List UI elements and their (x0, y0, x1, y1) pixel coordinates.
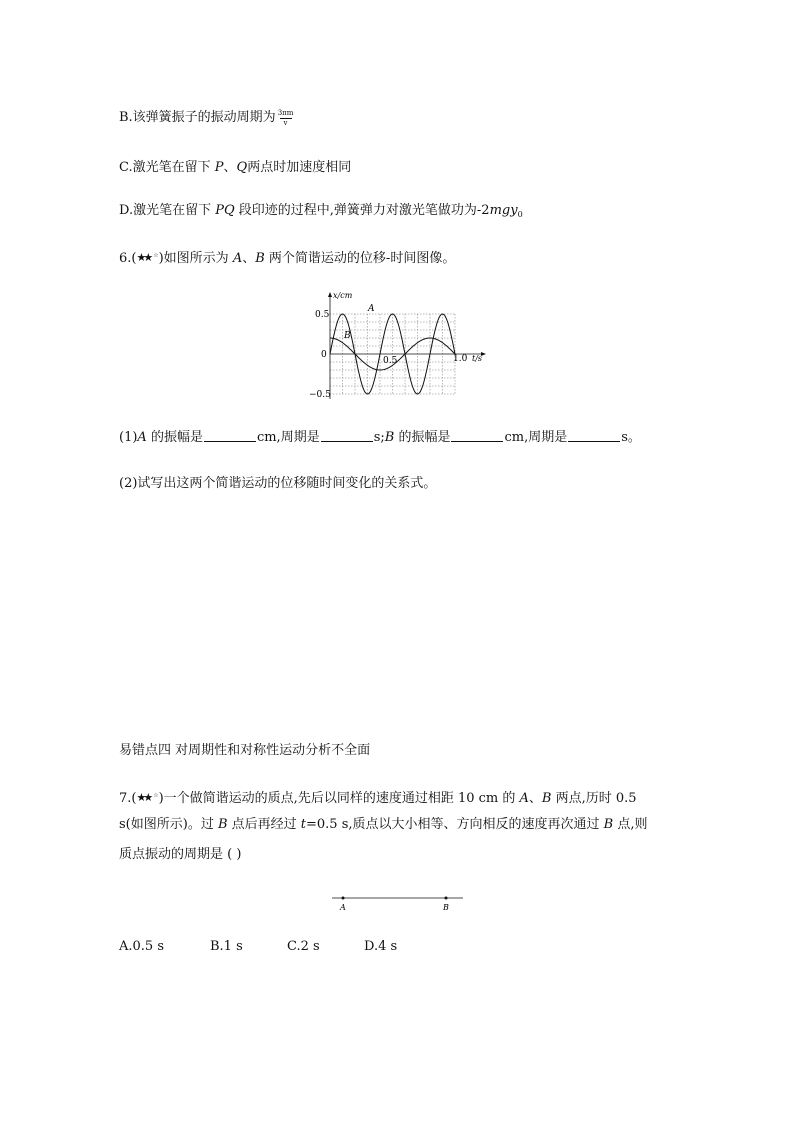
x-tick-0.5: 0.5 (383, 356, 398, 366)
text: cm,周期是 (504, 430, 568, 445)
difficulty-half-star-icon: ☆ (153, 792, 159, 799)
option-d[interactable]: D.4 s (364, 939, 398, 954)
label-a: A (232, 251, 243, 266)
fraction-numerator: 3πm (277, 109, 294, 117)
x-tick-1.0: 1.0 (453, 354, 468, 364)
stem-end-text: 两个简谐运动的位移-时间图像。 (264, 251, 456, 266)
section-heading (119, 741, 370, 761)
mgy-subscript: 0 (517, 210, 523, 219)
answer-blank-b-period[interactable] (568, 429, 620, 442)
question-7-line-2 (119, 815, 647, 835)
point-b-dot (445, 897, 448, 900)
label-b: B (217, 817, 228, 832)
separator: 、 (242, 251, 256, 266)
label-b: B (541, 791, 552, 806)
text: 质点振动的周期是 ( ) (119, 847, 242, 862)
label-b: B (255, 251, 265, 266)
y-tick-0.5: 0.5 (315, 310, 330, 320)
question-7-line-1 (119, 786, 637, 809)
text: 的振幅是 (146, 430, 203, 445)
point-a-label: A (340, 903, 346, 912)
answer-blank-a-amplitude[interactable] (204, 429, 256, 442)
fraction-denominator: v (283, 119, 288, 127)
y-axis-arrow-icon (328, 292, 332, 297)
text: 的振幅是 (394, 430, 451, 445)
question-6-stem (119, 246, 455, 269)
point-p: P (214, 160, 224, 175)
x-axis-label: t/s (472, 354, 483, 363)
difficulty-stars-icon: ★★ (136, 251, 151, 264)
label-a: A (137, 430, 147, 445)
option-a[interactable]: A.0.5 s (119, 939, 164, 954)
option-b (119, 108, 294, 128)
y-axis-label: x/cm (333, 291, 353, 300)
y-tick-neg-0.5: −0.5 (309, 390, 331, 400)
label-b: B (384, 430, 395, 445)
displacement-time-chart (300, 285, 500, 405)
option-b[interactable]: B.1 s (210, 939, 243, 954)
label-b: B (603, 817, 614, 832)
part-1-number: (1) (119, 430, 138, 445)
question-6-part-2 (119, 474, 436, 494)
question-7-line-3 (119, 845, 241, 865)
segment-pq: PQ (215, 203, 235, 218)
point-b-label: B (443, 903, 449, 912)
series-a-label: A (368, 304, 375, 314)
option-c (119, 158, 351, 178)
difficulty-half-star-icon: ☆ (153, 252, 159, 259)
text: )一个做简谐运动的质点,先后以同样的速度通过相距 10 cm 的 (158, 791, 520, 806)
separator: 、 (528, 791, 542, 806)
answer-blank-b-amplitude[interactable] (451, 429, 503, 442)
series-b-label: B (344, 331, 351, 341)
section-title: 易错点四 对周期性和对称性运动分析不全面 (119, 743, 371, 758)
part-2-text: (2)试写出这两个简谐运动的位移随时间变化的关系式。 (119, 476, 437, 491)
text: =0.5 s,质点以大小相等、方向相反的速度再次通过 (306, 817, 604, 832)
text: 点,则 (613, 817, 648, 832)
separator: 、 (223, 160, 237, 175)
text: 点后再经过 (227, 817, 301, 832)
label-a: A (519, 791, 529, 806)
option-c[interactable]: C.2 s (287, 939, 320, 954)
option-c-suffix: 两点时加速度相同 (247, 160, 352, 175)
option-d-prefix: D.激光笔在留下 (119, 203, 216, 218)
segment-ab-figure (330, 888, 465, 918)
point-q: Q (236, 160, 248, 175)
question-number: 7.( (119, 791, 137, 806)
answer-blank-a-period[interactable] (321, 429, 373, 442)
text: 两点,历时 0.5 (551, 791, 637, 806)
question-number: 6.( (119, 251, 137, 266)
label-t: t (300, 817, 307, 832)
text: s(如图所示)。过 (119, 817, 218, 832)
stem-text: )如图所示为 (158, 251, 233, 266)
text: cm,周期是 (256, 430, 320, 445)
period-fraction (277, 110, 295, 127)
y-tick-0: 0 (321, 350, 327, 360)
difficulty-stars-icon: ★★ (136, 791, 151, 804)
option-b-text: B.该弹簧振子的振动周期为 (119, 110, 276, 125)
option-d (119, 201, 523, 225)
question-7-options (119, 937, 397, 957)
option-d-mid: 段印迹的过程中,弹簧弹力对激光笔做功为-2 (234, 203, 490, 218)
option-c-prefix: C.激光笔在留下 (119, 160, 215, 175)
question-6-part-1 (119, 428, 641, 448)
point-a-dot (342, 897, 345, 900)
text: s。 (621, 430, 641, 445)
mgy-term: mgy (489, 203, 518, 218)
text: s; (373, 430, 385, 445)
